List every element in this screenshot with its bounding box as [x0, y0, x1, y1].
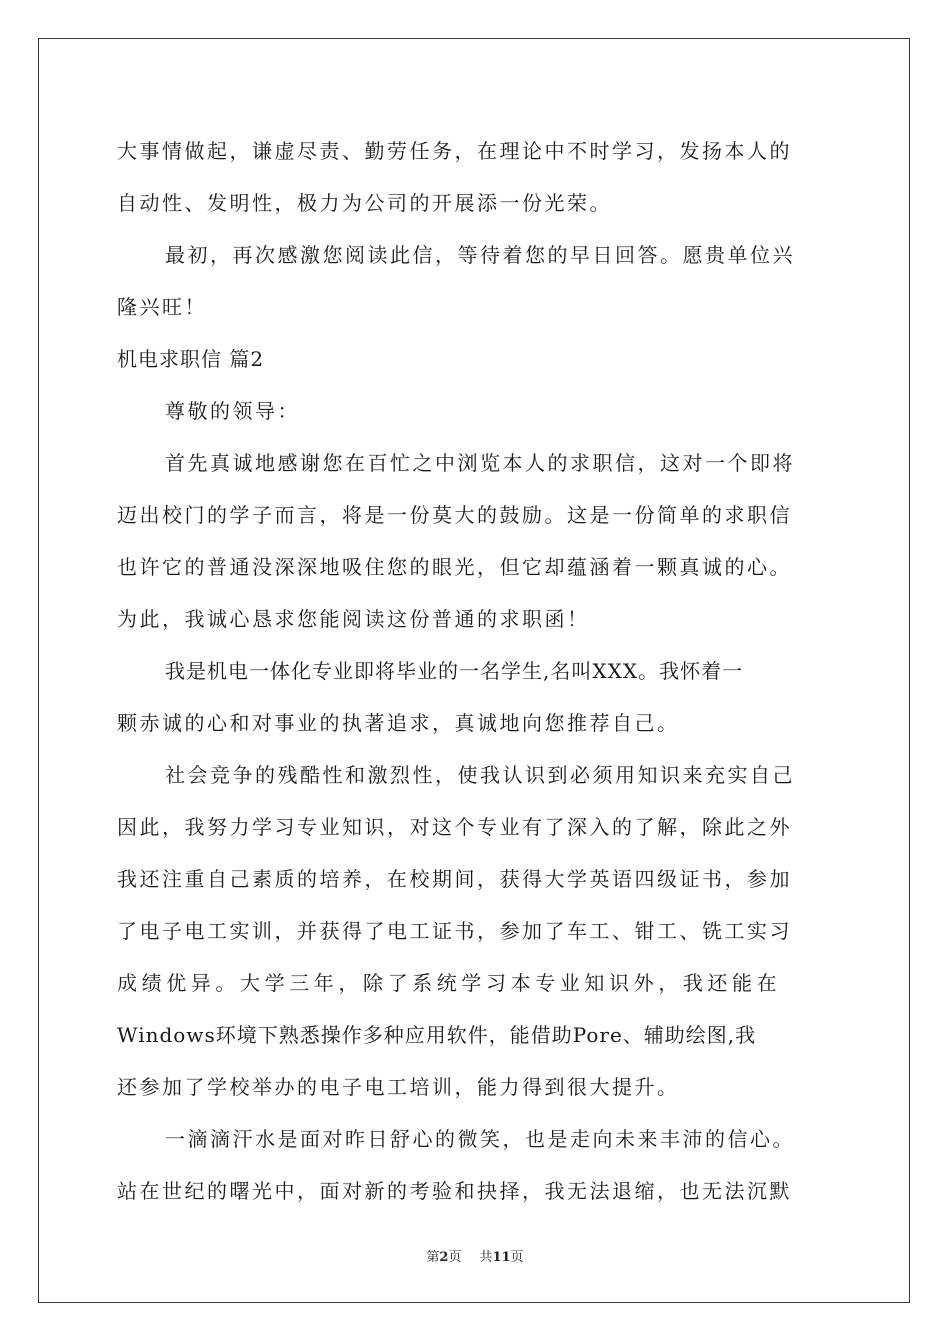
body-line-2: 自动性、发明性，极力为公司的开展添一份光荣。 [117, 191, 612, 215]
total-suffix: 页 [510, 1250, 524, 1265]
page-number: 2 [439, 1250, 449, 1265]
body-line-4: 隆兴旺！ [117, 295, 207, 319]
body-line-20: 一滴滴汗水是面对昨日舒心的微笑，也是走向未来丰沛的信心。 [165, 1127, 795, 1151]
total-prefix: 共 [479, 1250, 493, 1265]
body-line-19: 还参加了学校举办的电子电工培训，能力得到很大提升。 [117, 1075, 680, 1099]
body-line-8: 迈出校门的学子而言，将是一份莫大的鼓励。这是一份简单的求职信 [117, 503, 792, 527]
body-line-3: 最初，再次感激您阅读此信，等待着您的早日回答。愿贵单位兴 [165, 243, 795, 267]
body-line-14: 因此，我努力学习专业知识，对这个专业有了深入的了解，除此之外 [117, 815, 792, 839]
body-line-10: 为此，我诚心恳求您能阅读这份普通的求职函！ [117, 607, 590, 631]
body-line-7: 首先真诚地感谢您在百忙之中浏览本人的求职信，这对一个即将 [165, 451, 795, 475]
page-footer [0, 1246, 950, 1265]
page-prefix: 第 [426, 1250, 440, 1265]
total-pages: 11 [492, 1250, 511, 1265]
body-line-16: 了电子电工实训，并获得了电工证书，参加了车工、钳工、铣工实习 [117, 919, 792, 943]
body-line-15: 我还注重自己素质的培养，在校期间，获得大学英语四级证书，参加 [117, 867, 792, 891]
body-line-1: 大事情做起，谦虚尽责、勤劳任务，在理论中不时学习，发扬本人的 [117, 139, 792, 163]
body-line-11: 我是机电一体化专业即将毕业的一名学生,名叫XXX。我怀着一 [165, 659, 744, 683]
body-line-21: 站在世纪的曙光中，面对新的考验和抉择，我无法退缩，也无法沉默 [117, 1179, 792, 1203]
body-line-17: 成绩优异。大学三年，除了系统学习本专业知识外，我还能在 [117, 971, 782, 995]
body-line-13: 社会竞争的残酷性和激烈性，使我认识到必须用知识来充实自己 [165, 763, 795, 787]
section-heading: 机电求职信 篇2 [117, 347, 265, 371]
body-line-18: Windows环境下熟悉操作多种应用软件，能借助Pore、辅助绘图,我 [117, 1023, 757, 1047]
page-suffix: 页 [448, 1250, 462, 1265]
salutation: 尊敬的领导： [165, 399, 300, 423]
document-body [117, 125, 837, 1217]
body-line-9: 也许它的普通没深深地吸住您的眼光，但它却蕴涵着一颗真诚的心。 [117, 555, 792, 579]
body-line-12: 颗赤诚的心和对事业的执著追求，真诚地向您推荐自己。 [117, 711, 680, 735]
